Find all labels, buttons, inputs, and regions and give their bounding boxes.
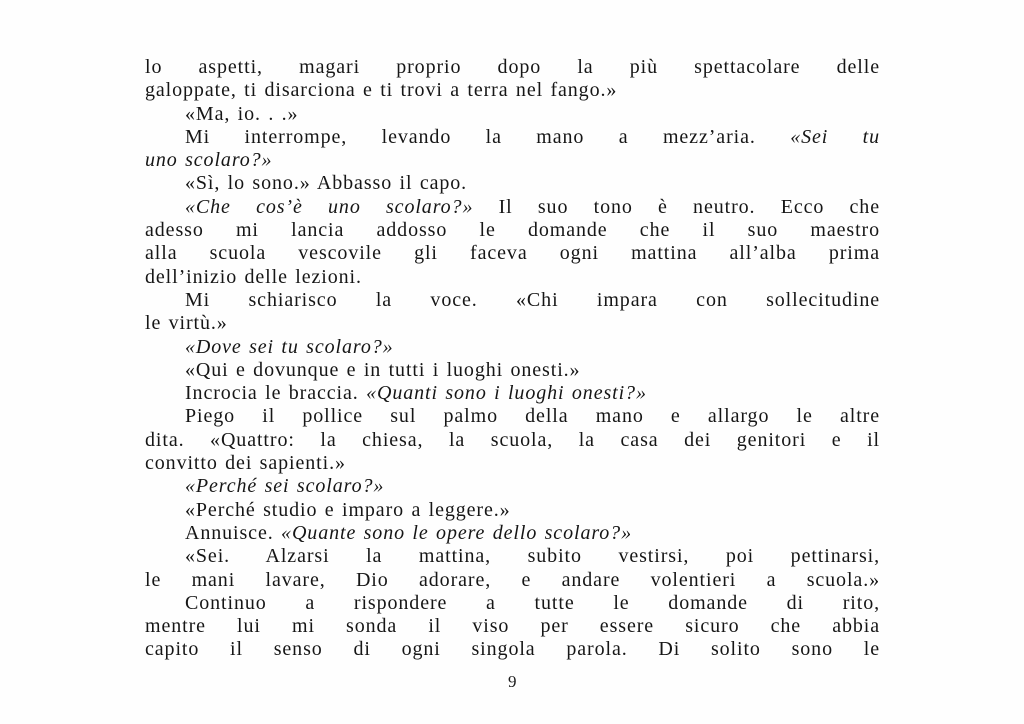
page-text <box>145 56 880 662</box>
text-run: Continuo a rispondere a tutte le domande di rito, <box>185 591 880 614</box>
text-line <box>145 103 880 126</box>
text-line <box>145 56 880 79</box>
text-run: «Perché studio e imparo a leggere.» <box>185 498 511 521</box>
text-run: alla scuola vescovile gli faceva ogni mattina all’alba prima <box>145 242 880 265</box>
text-line <box>145 405 880 428</box>
text-line <box>145 522 880 545</box>
text-run: mentre lui mi sonda il viso per essere sicuro che abbia <box>145 615 880 638</box>
text-run: Mi schiarisco la voce. «Chi impara con sollecitudine <box>185 288 880 311</box>
text-line <box>145 196 880 219</box>
text-line <box>145 312 880 335</box>
text-run: Il suo tono è neutro. Ecco che <box>473 195 880 218</box>
text-run: «Sei. Alzarsi la mattina, subito vestirsi, poi pettinarsi, <box>185 545 880 568</box>
text-run: adesso mi lancia addosso le domande che il suo maestro <box>145 219 880 242</box>
text-run: le virtù.» <box>145 312 228 335</box>
text-line <box>145 172 880 195</box>
text-line <box>145 545 880 568</box>
text-run: «Sì, lo sono.» Abbasso il capo. <box>185 172 468 195</box>
text-run: galoppate, ti disarciona e ti trovi a terra nel fango.» <box>145 79 618 102</box>
text-run: dell’inizio delle lezioni. <box>145 265 362 288</box>
text-run: Mi interrompe, levando la mano a mezz’aria. <box>185 125 791 148</box>
text-line <box>145 452 880 475</box>
text-line <box>145 126 880 149</box>
text-line <box>145 429 880 452</box>
italic-text-run: «Quante sono le opere dello scolaro?» <box>281 521 632 544</box>
text-line <box>145 615 880 638</box>
text-line <box>145 592 880 615</box>
text-run: Annuisce. <box>185 521 282 544</box>
text-line <box>145 359 880 382</box>
italic-text-run: «Perché sei scolaro?» <box>185 475 385 498</box>
text-line <box>145 569 880 592</box>
text-line <box>145 219 880 242</box>
text-run: «Ma, io. . .» <box>185 102 299 125</box>
text-line <box>145 638 880 661</box>
text-line <box>145 149 880 172</box>
italic-text-run: «Dove sei tu scolaro?» <box>185 335 394 358</box>
text-run: convitto dei sapienti.» <box>145 452 346 475</box>
text-line <box>145 475 880 498</box>
page-number: 9 <box>507 672 517 691</box>
text-line <box>145 242 880 265</box>
text-line <box>145 336 880 359</box>
text-run: «Qui e dovunque e in tutti i luoghi onesti.» <box>185 358 581 381</box>
text-run: le mani lavare, Dio adorare, e andare volentieri a scuola.» <box>145 568 880 591</box>
text-line <box>145 382 880 405</box>
text-run: Incrocia le braccia. <box>185 382 367 405</box>
text-line <box>145 499 880 522</box>
italic-text-run: «Sei tu <box>790 125 880 148</box>
italic-text-run: uno scolaro?» <box>145 149 273 172</box>
italic-text-run: «Che cos’è uno scolaro?» <box>185 195 474 218</box>
text-line <box>145 289 880 312</box>
text-line <box>145 266 880 289</box>
text-line <box>145 79 880 102</box>
text-run: lo aspetti, magari proprio dopo la più spettacolare delle <box>145 56 880 78</box>
text-run: Piego il pollice sul palmo della mano e allargo le altre <box>185 405 880 428</box>
italic-text-run: «Quanti sono i luoghi onesti?» <box>366 382 647 405</box>
text-run: capito il senso di ogni singola parola. Di solito sono le <box>145 638 880 661</box>
text-run: dita. «Quattro: la chiesa, la scuola, la casa dei genitori e il <box>145 428 880 451</box>
